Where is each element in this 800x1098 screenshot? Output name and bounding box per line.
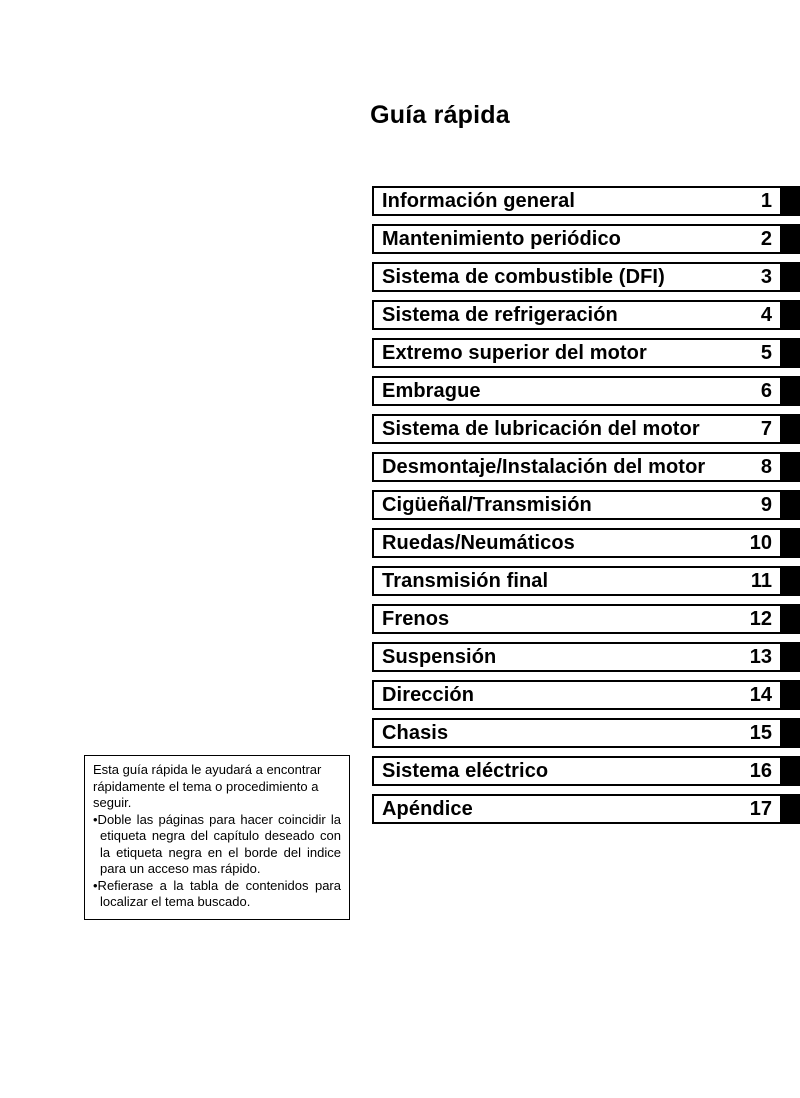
toc-entry-box[interactable] (372, 414, 782, 444)
help-intro-text: Esta guía rápida le ayudará a encontrar rápidamente el tema o procedimiento a seguir. (93, 762, 322, 810)
toc-item[interactable] (372, 452, 800, 482)
chapter-tab-marker (782, 262, 800, 292)
toc-chapter-number: 6 (760, 379, 772, 402)
toc-item[interactable] (372, 338, 800, 368)
toc-chapter-number: 12 (749, 607, 772, 630)
toc-chapter-number: 9 (760, 493, 772, 516)
toc-label: Ruedas/Neumáticos (382, 531, 575, 554)
toc-label: Transmisión final (382, 569, 549, 592)
toc-label: Sistema de lubricación del motor (382, 417, 700, 440)
chapter-tab-marker (782, 718, 800, 748)
toc-entry-box[interactable] (372, 680, 782, 710)
chapter-tab-marker (782, 490, 800, 520)
toc-entry-box[interactable] (372, 224, 782, 254)
toc-chapter-number: 5 (760, 341, 772, 364)
toc-label: Frenos (382, 607, 450, 630)
toc-label: Apéndice (382, 797, 473, 820)
toc-chapter-number: 16 (749, 759, 772, 782)
chapter-tab-marker (782, 528, 800, 558)
page-title: Guía rápida (370, 100, 510, 129)
toc-label: Chasis (382, 721, 449, 744)
toc-label: Embrague (382, 379, 481, 402)
toc-entry-box[interactable] (372, 528, 782, 558)
help-bullet: •Doble las páginas para hacer coincidir la etiqueta negra del capítulo deseado con la etiqueta negra en el borde del indice para un acceso mas rápido. (93, 811, 341, 876)
toc-chapter-number: 7 (760, 417, 772, 440)
toc-item[interactable] (372, 414, 800, 444)
chapter-tab-marker (782, 794, 800, 824)
toc-chapter-number: 11 (750, 569, 772, 592)
toc-item[interactable] (372, 756, 800, 786)
toc-label: Mantenimiento periódico (382, 227, 621, 250)
toc-chapter-number: 8 (760, 455, 772, 478)
toc-chapter-number: 4 (760, 303, 772, 326)
toc-item[interactable] (372, 680, 800, 710)
toc-chapter-number: 2 (760, 227, 772, 250)
toc-entry-box[interactable] (372, 376, 782, 406)
toc-chapter-number: 13 (749, 645, 772, 668)
quick-guide-help-box (84, 755, 350, 920)
toc-chapter-number: 17 (749, 797, 772, 820)
chapter-tab-marker (782, 642, 800, 672)
chapter-tab-marker (782, 300, 800, 330)
toc-chapter-number: 1 (760, 189, 772, 212)
toc-label: Sistema de combustible (DFI) (382, 265, 665, 288)
toc-item[interactable] (372, 376, 800, 406)
toc-item[interactable] (372, 262, 800, 292)
toc-label: Cigüeñal/Transmisión (382, 493, 592, 516)
chapter-tab-marker (782, 604, 800, 634)
chapter-tab-marker (782, 566, 800, 596)
toc-label: Sistema de refrigeración (382, 303, 618, 326)
toc-entry-box[interactable] (372, 338, 782, 368)
toc-label: Desmontaje/Instalación del motor (382, 455, 706, 478)
toc-item[interactable] (372, 604, 800, 634)
chapter-tab-marker (782, 376, 800, 406)
toc-item[interactable] (372, 718, 800, 748)
toc-item[interactable] (372, 566, 800, 596)
toc-chapter-number: 15 (749, 721, 772, 744)
toc-entry-box[interactable] (372, 718, 782, 748)
toc-entry-box[interactable] (372, 604, 782, 634)
chapter-tab-marker (782, 452, 800, 482)
chapter-tab-marker (782, 414, 800, 444)
chapter-tab-marker (782, 224, 800, 254)
toc-entry-box[interactable] (372, 262, 782, 292)
chapter-tab-marker (782, 756, 800, 786)
toc-chapter-number: 10 (749, 531, 772, 554)
toc-item[interactable] (372, 186, 800, 216)
toc-item[interactable] (372, 300, 800, 330)
toc-chapter-number: 14 (749, 683, 772, 706)
toc-entry-box[interactable] (372, 642, 782, 672)
toc-entry-box[interactable] (372, 452, 782, 482)
help-bullet: •Refierase a la tabla de contenidos para localizar el tema buscado. (93, 877, 341, 909)
toc-entry-box[interactable] (372, 756, 782, 786)
toc-label: Dirección (382, 683, 475, 706)
toc-item[interactable] (372, 224, 800, 254)
toc-entry-box[interactable] (372, 490, 782, 520)
toc-label: Sistema eléctrico (382, 759, 549, 782)
toc-item[interactable] (372, 528, 800, 558)
toc-entry-box[interactable] (372, 186, 782, 216)
toc-item[interactable] (372, 642, 800, 672)
toc-label: Información general (382, 189, 576, 212)
chapter-tab-marker (782, 186, 800, 216)
toc-entry-box[interactable] (372, 794, 782, 824)
chapter-tab-marker (782, 680, 800, 710)
toc-item[interactable] (372, 794, 800, 824)
toc-entry-box[interactable] (372, 300, 782, 330)
quick-guide-index (372, 186, 800, 832)
toc-item[interactable] (372, 490, 800, 520)
toc-label: Extremo superior del motor (382, 341, 647, 364)
toc-entry-box[interactable] (372, 566, 782, 596)
toc-label: Suspensión (382, 645, 497, 668)
chapter-tab-marker (782, 338, 800, 368)
toc-chapter-number: 3 (760, 265, 772, 288)
